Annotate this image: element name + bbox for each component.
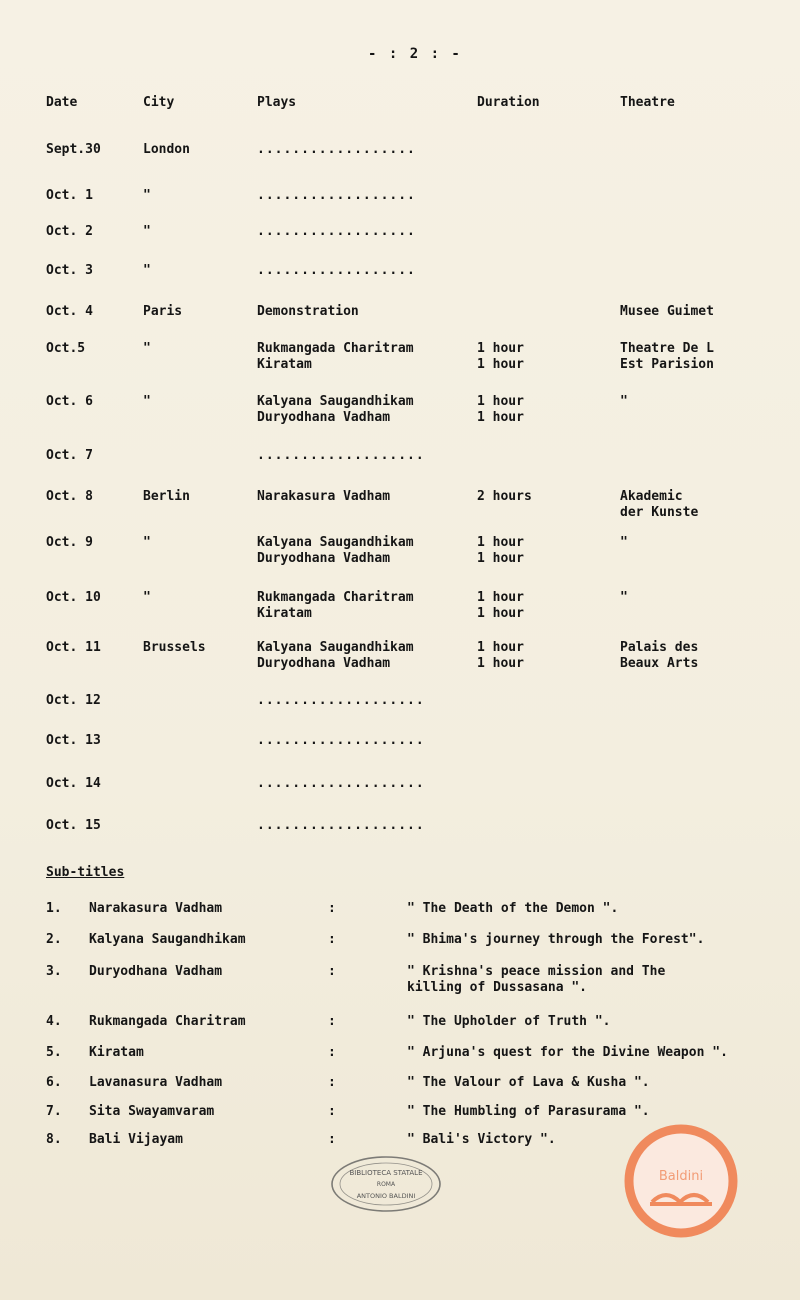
schedule-row [0,448,800,488]
row-theatre: Akademic der Kunste [620,489,699,520]
row-plays: .................. [257,142,416,157]
schedule-row [0,341,800,381]
row-theatre: Musee Guimet [620,304,714,319]
subtitle-number: 1. [46,901,62,916]
subtitle-colon: : [328,1045,336,1060]
subtitle-colon: : [328,964,336,979]
subtitle-translation: " The Upholder of Truth ". [407,1014,611,1029]
row-plays: ................... [257,448,425,463]
subtitle-colon: : [328,901,336,916]
subtitles-heading: Sub-titles [46,865,125,880]
row-theatre: " [620,590,628,605]
row-date: Oct. 13 [46,733,101,748]
row-date: Oct. 10 [46,590,101,605]
schedule-row [0,394,800,434]
schedule-row [0,224,800,264]
schedule-row [0,818,800,858]
subtitle-play: Lavanasura Vadham [89,1075,223,1090]
row-city: Berlin [143,489,190,504]
header-duration: Duration [477,95,540,110]
row-plays: .................. [257,263,416,278]
schedule-row [0,188,800,228]
row-duration: 1 hour 1 hour [477,535,524,566]
baldini-logo-icon [622,1122,740,1240]
subtitle-colon: : [328,1014,336,1029]
row-date: Oct. 8 [46,489,93,504]
subtitle-number: 4. [46,1014,62,1029]
schedule-row [0,142,800,182]
row-date: Oct. 12 [46,693,101,708]
schedule-row [0,640,800,680]
schedule-row [0,304,800,344]
row-date: Oct. 2 [46,224,93,239]
row-plays: Rukmangada Charitram Kiratam [257,590,414,621]
row-date: Oct. 1 [46,188,93,203]
row-city: London [143,142,190,157]
subtitle-translation: " Bali's Victory ". [407,1132,556,1147]
row-date: Oct.5 [46,341,86,356]
subtitle-play: Kiratam [89,1045,144,1060]
row-city: Paris [143,304,183,319]
subtitle-colon: : [328,1104,336,1119]
page-number: - : 2 : - [368,46,462,62]
subtitle-colon: : [328,1075,336,1090]
header-date: Date [46,95,78,110]
subtitle-translation: " Krishna's peace mission and The killing of Dussasana ". [407,964,666,995]
row-plays: Narakasura Vadham [257,489,391,504]
subtitle-play: Bali Vijayam [89,1132,183,1147]
subtitle-translation: " Arjuna's quest for the Divine Weapon ". [407,1045,728,1060]
row-city: " [143,224,151,239]
row-plays: ................... [257,733,425,748]
schedule-row [0,535,800,575]
schedule-row [0,263,800,303]
row-city: " [143,590,151,605]
row-plays: Rukmangada Charitram Kiratam [257,341,414,372]
header-theatre: Theatre [620,95,675,110]
row-date: Oct. 4 [46,304,93,319]
row-duration: 1 hour 1 hour [477,394,524,425]
subtitle-translation: " Bhima's journey through the Forest". [407,932,705,947]
schedule-row [0,733,800,773]
row-theatre: " [620,535,628,550]
row-plays: Kalyana Saugandhikam Duryodhana Vadham [257,535,414,566]
schedule-row [0,489,800,529]
row-duration: 1 hour 1 hour [477,640,524,671]
subtitle-play: Narakasura Vadham [89,901,223,916]
subtitle-translation: " The Humbling of Parasurama ". [407,1104,650,1119]
row-city: Brussels [143,640,206,655]
subtitle-play: Sita Swayamvaram [89,1104,215,1119]
row-city: " [143,394,151,409]
row-date: Oct. 14 [46,776,101,791]
row-plays: Kalyana Saugandhikam Duryodhana Vadham [257,394,414,425]
row-date: Oct. 6 [46,394,93,409]
subtitle-number: 3. [46,964,62,979]
row-duration: 1 hour 1 hour [477,341,524,372]
row-date: Oct. 15 [46,818,101,833]
row-theatre: Theatre De L Est Parision [620,341,714,372]
row-plays: Demonstration [257,304,359,319]
row-plays: .................. [257,188,416,203]
row-duration: 2 hours [477,489,532,504]
subtitle-play: Duryodhana Vadham [89,964,223,979]
subtitle-play: Rukmangada Charitram [89,1014,246,1029]
subtitle-number: 7. [46,1104,62,1119]
row-plays: .................. [257,224,416,239]
row-date: Oct. 11 [46,640,101,655]
svg-text:BIBLIOTECA STATALE: BIBLIOTECA STATALE [349,1169,423,1177]
subtitle-translation: " The Death of the Demon ". [407,901,619,916]
schedule-row [0,590,800,630]
row-date: Sept.30 [46,142,101,157]
svg-text:Baldini: Baldini [658,1169,704,1184]
row-plays: ................... [257,776,425,791]
subtitle-colon: : [328,1132,336,1147]
row-plays: ................... [257,818,425,833]
svg-text:ROMA: ROMA [376,1181,396,1188]
row-date: Oct. 9 [46,535,93,550]
subtitle-number: 8. [46,1132,62,1147]
library-stamp [330,1155,442,1213]
row-city: " [143,263,151,278]
row-theatre: " [620,394,628,409]
row-city: " [143,535,151,550]
schedule-row [0,693,800,733]
subtitle-number: 5. [46,1045,62,1060]
subtitle-play: Kalyana Saugandhikam [89,932,246,947]
schedule-row [0,776,800,816]
subtitle-translation: " The Valour of Lava & Kusha ". [407,1075,650,1090]
svg-text:ANTONIO BALDINI: ANTONIO BALDINI [356,1192,416,1200]
row-date: Oct. 7 [46,448,93,463]
subtitle-number: 2. [46,932,62,947]
row-theatre: Palais des Beaux Arts [620,640,699,671]
header-city: City [143,95,175,110]
row-city: " [143,341,151,356]
subtitle-colon: : [328,932,336,947]
row-city: " [143,188,151,203]
subtitle-number: 6. [46,1075,62,1090]
header-plays: Plays [257,95,297,110]
row-plays: ................... [257,693,425,708]
subtitle-row [0,964,800,1004]
row-date: Oct. 3 [46,263,93,278]
row-plays: Kalyana Saugandhikam Duryodhana Vadham [257,640,414,671]
row-duration: 1 hour 1 hour [477,590,524,621]
